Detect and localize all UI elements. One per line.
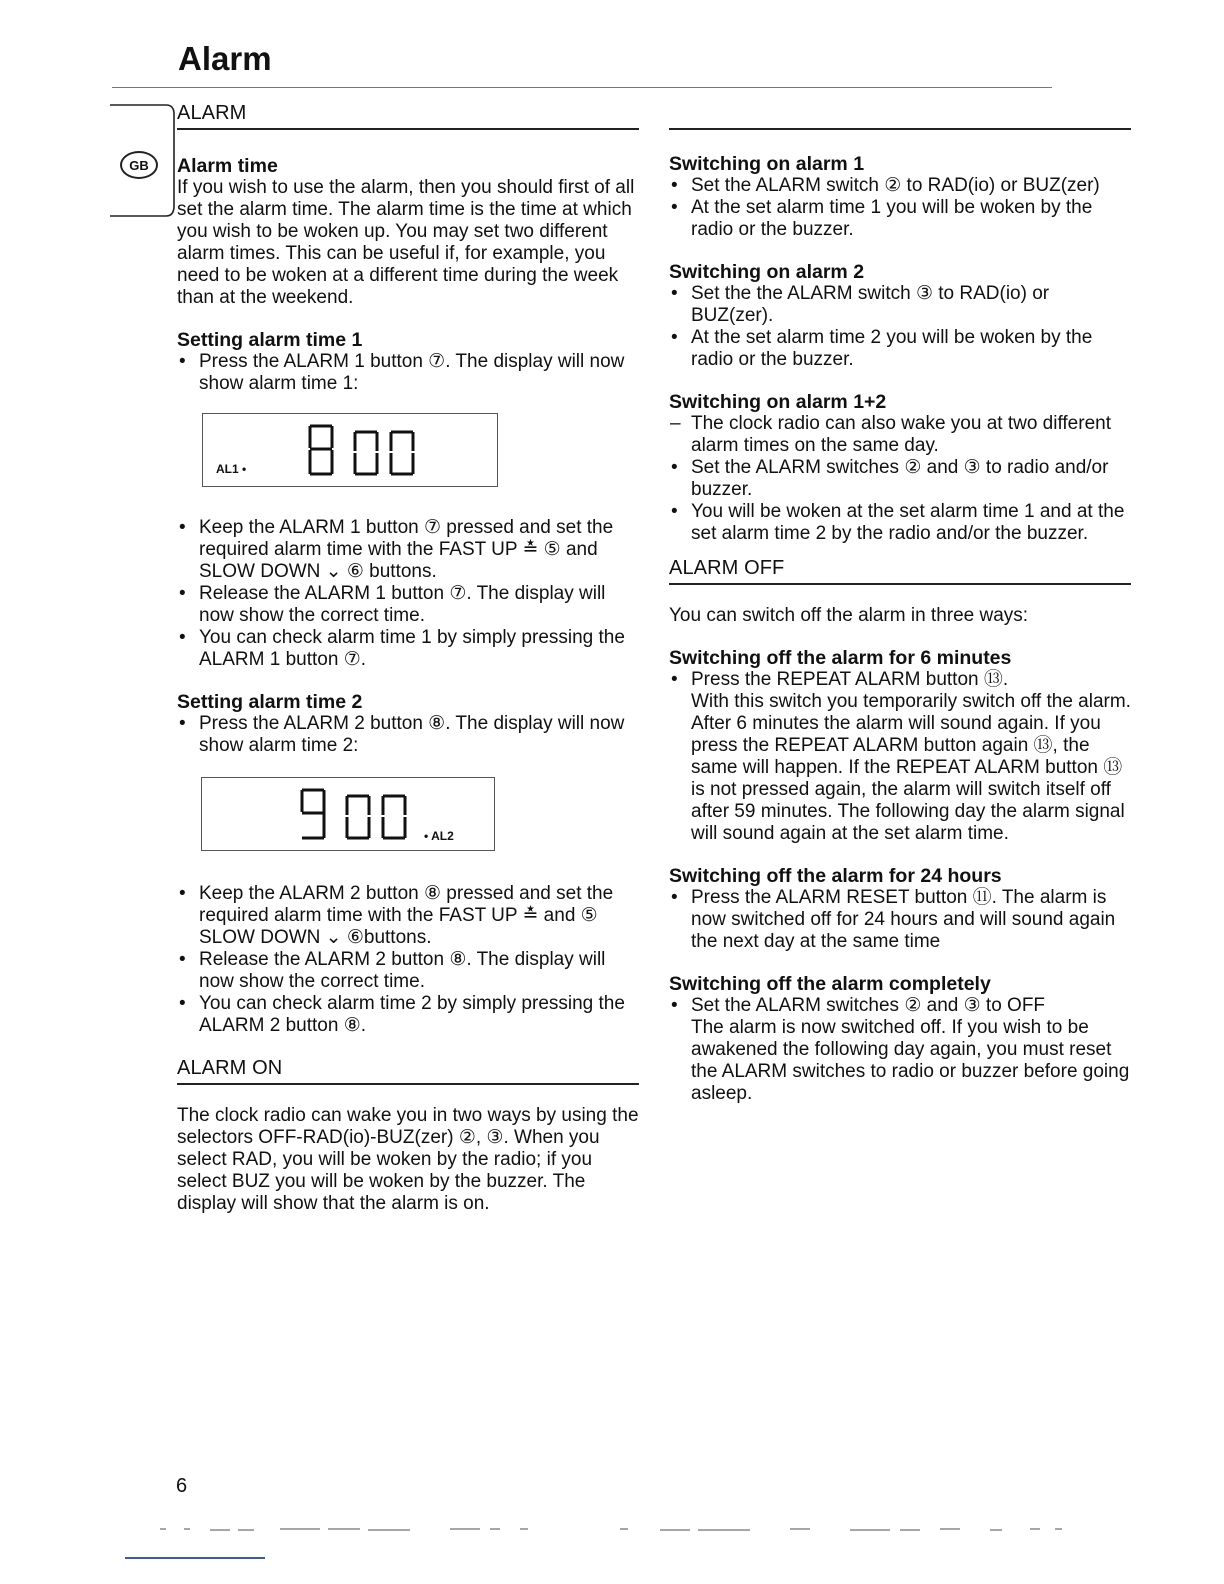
- list-item: • You will be woken at the set alarm time 1 and at the set alarm time 2 by the radio and/or the buzzer.: [669, 501, 1131, 545]
- scan-artifacts: [150, 1525, 1070, 1555]
- lcd-label-al2: • AL2: [424, 829, 454, 843]
- list-item: • Release the ALARM 2 button ⑧. The display will now show the correct time.: [177, 949, 639, 993]
- list-item: • You can check alarm time 1 by simply pressing the ALARM 1 button ⑦.: [177, 627, 639, 671]
- section-heading-alarm-off: ALARM OFF: [669, 557, 785, 579]
- heading-alarm-time: Alarm time: [177, 155, 278, 177]
- list-item: • You can check alarm time 2 by simply pressing the ALARM 2 button ⑧.: [177, 993, 639, 1037]
- page-title: Alarm: [178, 40, 272, 77]
- heading-switch-off-completely: Switching off the alarm completely: [669, 973, 991, 995]
- list-item: [669, 995, 1131, 1105]
- alarm-on-text: The clock radio can wake you in two ways by using the selectors OFF-RAD(io)-BUZ(zer) ②, ③. When you select RAD, you will be woken by the radio; if you select BUZ you will be woken by the buzzer. The display will show that the alarm is on.: [177, 1105, 639, 1214]
- list-item-body: With this switch you temporarily switch off the alarm. After 6 minutes the alarm will sound again. If you press the REPEAT ALARM button again ⑬, the same will happen. If the REPEAT ALARM button ⑬ is not pressed again, the alarm will switch itself off after 59 minutes. The following day the alarm signal will sound again at the set alarm time.: [691, 691, 1131, 844]
- left-column: [177, 102, 639, 1215]
- title-rule: [112, 87, 1052, 88]
- list-item-text: Set the ALARM switches ② and ③ to OFF: [691, 995, 1046, 1016]
- heading-setting-alarm-2: Setting alarm time 2: [177, 691, 363, 713]
- list-item: • Press the ALARM 1 button ⑦. The display will now show alarm time 1:: [177, 351, 639, 395]
- heading-switch-off-6-minutes: Switching off the alarm for 6 minutes: [669, 647, 1012, 669]
- list-item: • Release the ALARM 1 button ⑦. The display will now show the correct time.: [177, 583, 639, 627]
- heading-switch-off-24-hours: Switching off the alarm for 24 hours: [669, 865, 1002, 887]
- lcd-label-al1: AL1 •: [216, 462, 247, 476]
- list-item: • Set the ALARM switches ② and ③ to radio and/or buzzer.: [669, 457, 1131, 501]
- heading-switching-on-alarm-1: Switching on alarm 1: [669, 153, 865, 175]
- list-item: • Set the ALARM switch ② to RAD(io) or BUZ(zer): [669, 175, 1131, 197]
- alarm-off-intro: You can switch off the alarm in three ways:: [669, 605, 1029, 626]
- scan-blue-line: [125, 1557, 265, 1559]
- lcd-display-alarm-2: [201, 777, 495, 851]
- list-item: • Keep the ALARM 2 button ⑧ pressed and set the required alarm time with the FAST UP ≛ and ⑤ SLOW DOWN ⌄ ⑥buttons.: [177, 883, 639, 949]
- list-item: • At the set alarm time 1 you will be woken by the radio or the buzzer.: [669, 197, 1131, 241]
- language-badge: GB: [120, 151, 158, 179]
- list-item: • Press the ALARM RESET button ⑪. The alarm is now switched off for 24 hours and will sound again the next day at the same time: [669, 887, 1131, 953]
- heading-switching-on-alarm-2: Switching on alarm 2: [669, 261, 865, 283]
- list-item: • Press the ALARM 2 button ⑧. The display will now show alarm time 2:: [177, 713, 639, 757]
- list-item: • Set the the ALARM switch ③ to RAD(io) or BUZ(zer).: [669, 283, 1131, 327]
- list-item-text: Press the REPEAT ALARM button ⑬.: [691, 669, 1009, 690]
- list-item: [669, 669, 1131, 845]
- list-item-body: The alarm is now switched off. If you wish to be awakened the following day again, you must reset the ALARM switches to radio or buzzer before going asleep.: [691, 1017, 1130, 1104]
- list-item: • At the set alarm time 2 you will be woken by the radio or the buzzer.: [669, 327, 1131, 371]
- heading-switching-on-alarm-1-2: Switching on alarm 1+2: [669, 391, 887, 413]
- lcd-display-alarm-1: [202, 413, 498, 487]
- lcd-digits-9-00: [298, 788, 428, 840]
- list-item: • Keep the ALARM 1 button ⑦ pressed and set the required alarm time with the FAST UP ≛ ⑤ and SLOW DOWN ⌄ ⑥ buttons.: [177, 517, 639, 583]
- lcd-digits-8-00: [307, 424, 437, 476]
- page-number: 6: [176, 1475, 188, 1497]
- alarm-time-text: If you wish to use the alarm, then you should first of all set the alarm time. The alarm time is the time at which you wish to be woken up. You may set two different alarm times. This can be useful if, for example, you need to be woken at a different time during the week than at the weekend.: [177, 177, 635, 308]
- right-column: [669, 102, 1131, 1105]
- heading-setting-alarm-1: Setting alarm time 1: [177, 329, 363, 351]
- section-heading-alarm-on: ALARM ON: [177, 1057, 283, 1079]
- section-heading-alarm: ALARM: [177, 102, 247, 124]
- list-item: – The clock radio can also wake you at two different alarm times on the same day.: [669, 413, 1131, 457]
